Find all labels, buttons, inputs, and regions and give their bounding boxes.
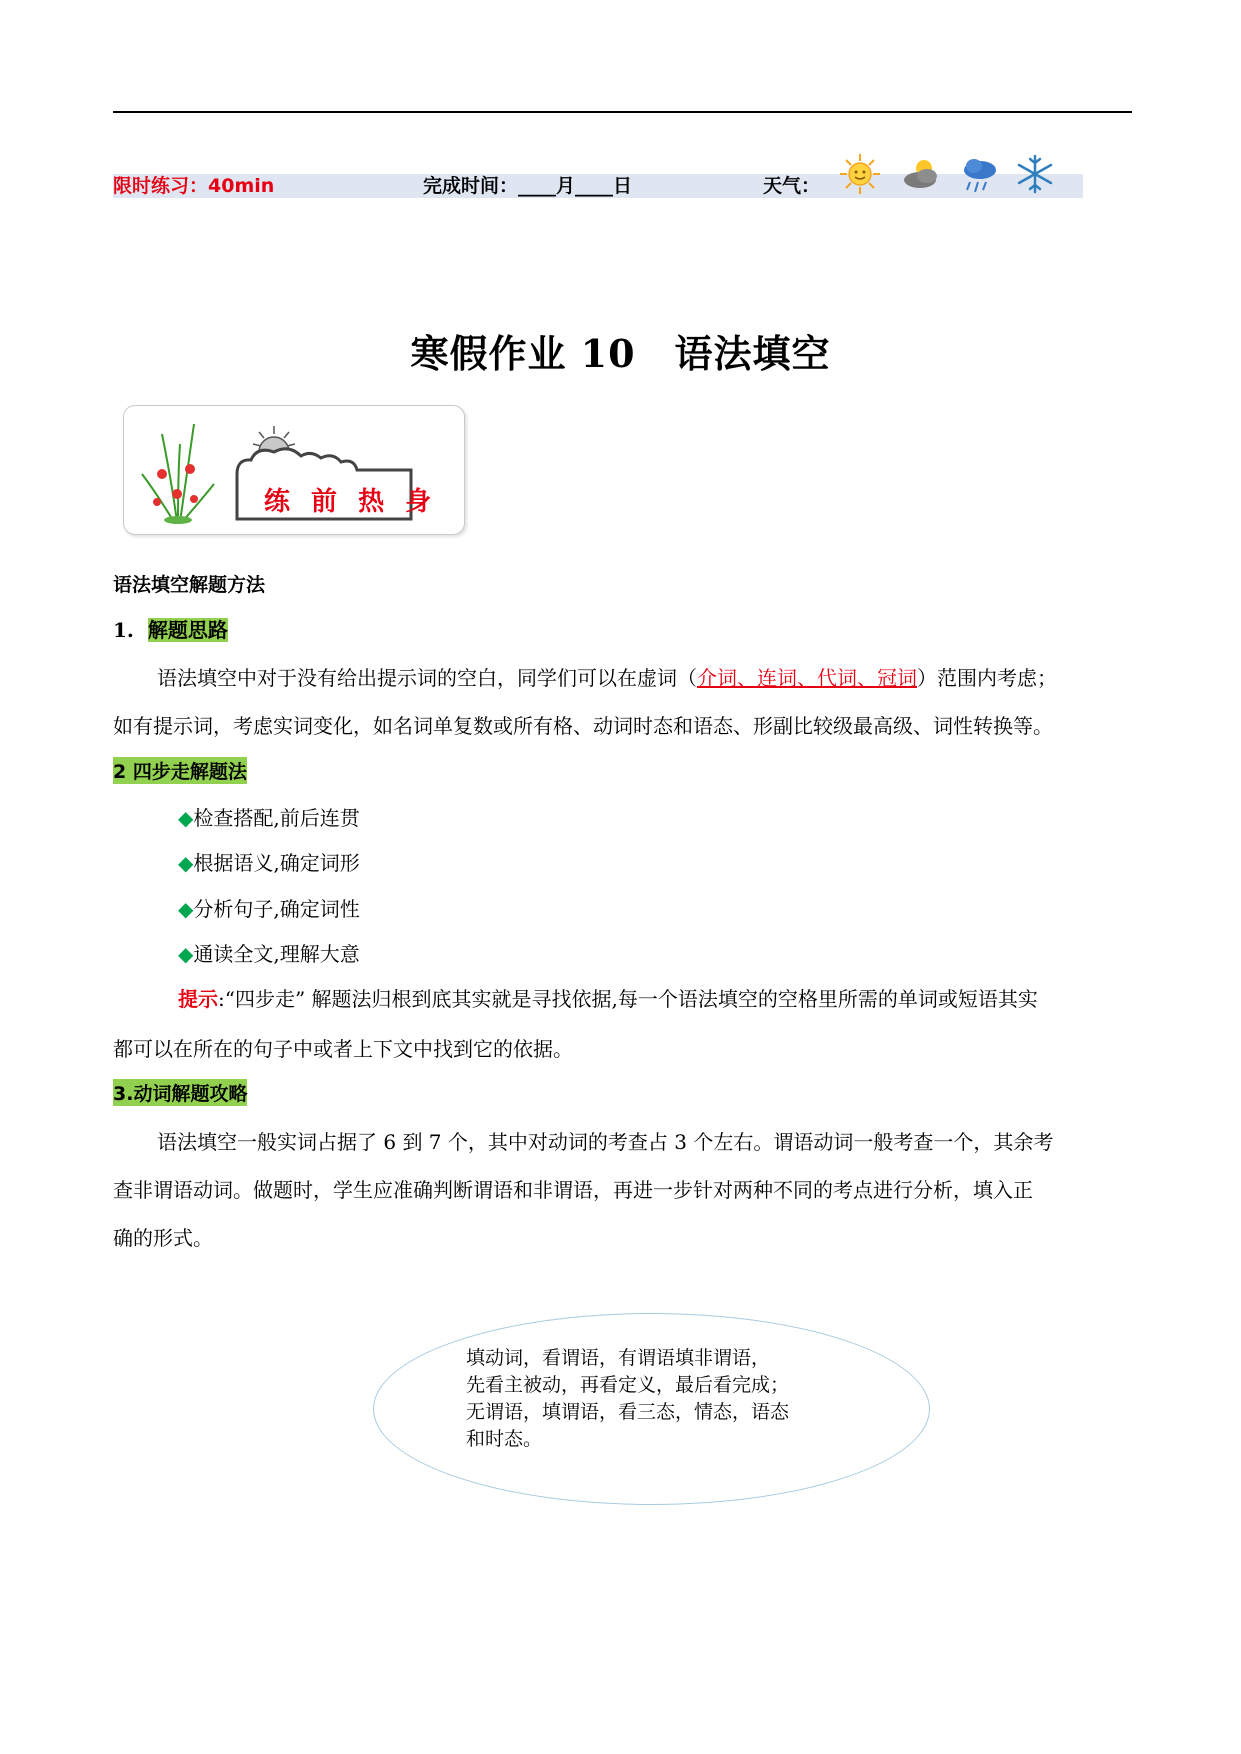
partly-cloudy-icon xyxy=(900,152,944,196)
snowflake-icon xyxy=(1013,152,1057,196)
part3-line: 确的形式。 xyxy=(113,1226,213,1250)
header-rule xyxy=(113,111,1132,113)
warmup-banner xyxy=(123,405,465,535)
part3-line: 语法填空一般实词占据了 6 到 7 个，其中对动词的考查占 3 个左右。谓语动词一般考查一个，其余考 xyxy=(157,1130,1054,1154)
step-item: ◆通读全文,理解大意 xyxy=(178,942,360,966)
flower-plant-icon xyxy=(132,414,222,526)
part1-number: 1. xyxy=(113,618,134,642)
part1-paragraph-line1 xyxy=(157,662,1057,691)
diamond-bullet-icon: ◆ xyxy=(178,851,194,875)
sun-icon xyxy=(838,152,882,196)
function-words: 介词、连词、代词、冠词 xyxy=(697,666,917,690)
part1-text-post: ）范围内考虑； xyxy=(917,666,1057,690)
tip-line2: 都可以在所在的句子中或者上下文中找到它的依据。 xyxy=(113,1037,573,1061)
step-item: ◆检查搭配,前后连贯 xyxy=(178,806,360,830)
part1-heading xyxy=(113,614,228,643)
part2-heading: 2 四步走解题法 xyxy=(113,757,247,784)
diamond-bullet-icon: ◆ xyxy=(178,942,194,966)
page-title: 寒假作业 10 语法填空 xyxy=(410,331,831,376)
rain-cloud-icon xyxy=(958,152,1002,196)
diamond-bullet-icon: ◆ xyxy=(178,897,194,921)
step-item: ◆根据语义,确定词形 xyxy=(178,851,360,875)
mnemonic-line: 和时态。 xyxy=(466,1428,543,1450)
warmup-label: 练 前 热 身 xyxy=(264,487,438,517)
part1-paragraph-line2: 如有提示词，考虑实词变化，如名词单复数或所有格、动词时态和语态、形副比较级最高级、词性转换等。 xyxy=(113,714,1053,738)
step-item: ◆分析句子,确定词性 xyxy=(178,897,360,921)
completion-date: 完成时间：____月____日 xyxy=(423,175,633,197)
weather-label: 天气： xyxy=(763,175,821,197)
diamond-bullet-icon: ◆ xyxy=(178,806,194,830)
mnemonic-text xyxy=(466,1345,789,1453)
mnemonic-line: 填动词，看谓语，有谓语填非谓语， xyxy=(466,1347,771,1369)
part3-line: 查非谓语动词。做题时，学生应准确判断谓语和非谓语，再进一步针对两种不同的考点进行分析，填入正 xyxy=(113,1178,1033,1202)
mnemonic-line: 无谓语，填谓语，看三态，情态，语态 xyxy=(466,1401,790,1423)
time-limit: 限时练习：40min xyxy=(113,175,275,197)
part1-text-pre: 语法填空中对于没有给出提示词的空白，同学们可以在虚词（ xyxy=(157,666,697,690)
tip-line1: 提示:“四步走” 解题法归根到底其实就是寻找依据,每一个语法填空的空格里所需的单词或短语其实 xyxy=(178,987,1038,1011)
tip-label: 提示 xyxy=(178,987,218,1011)
section-heading: 语法填空解题方法 xyxy=(113,574,266,596)
part3-heading: 3.动词解题攻略 xyxy=(113,1079,247,1106)
part1-label: 解题思路 xyxy=(147,618,228,642)
mnemonic-line: 先看主被动，再看定义，最后看完成； xyxy=(466,1374,790,1396)
